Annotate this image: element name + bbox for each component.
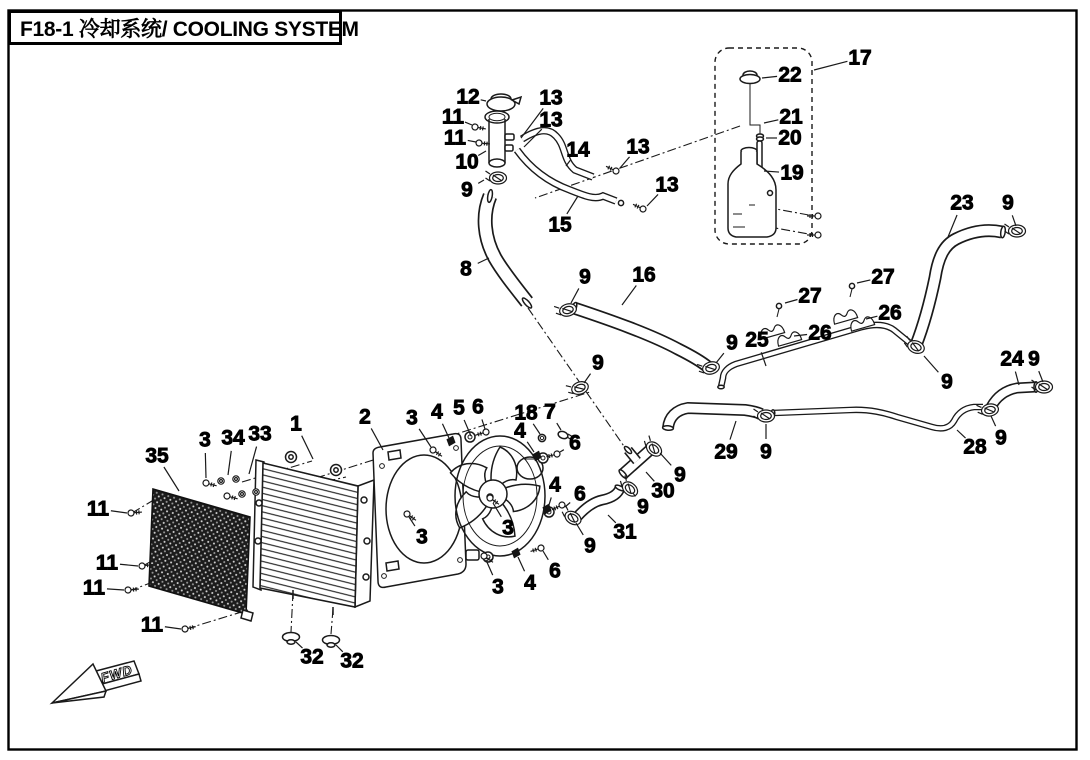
callout-9: 9 [995, 426, 1007, 450]
callout-34: 34 [221, 426, 245, 450]
callout-24: 24 [1000, 347, 1024, 371]
fan-connector [466, 550, 479, 560]
callout-18: 18 [514, 401, 538, 425]
callout-9: 9 [461, 178, 473, 202]
callout-9: 9 [674, 463, 686, 487]
callout-13: 13 [655, 173, 679, 197]
callout-4: 4 [549, 473, 561, 497]
callout-9: 9 [584, 534, 596, 558]
callout-4: 4 [514, 419, 526, 443]
callout-11: 11 [443, 126, 467, 150]
callout-11: 11 [140, 613, 164, 637]
callout-29: 29 [714, 440, 738, 464]
callout-3: 3 [406, 406, 418, 430]
callout-20: 20 [778, 126, 802, 150]
callout-4: 4 [524, 571, 536, 595]
callout-13: 13 [539, 86, 563, 110]
callout-9: 9 [941, 370, 953, 394]
callout-3: 3 [199, 428, 211, 452]
title-box [8, 10, 359, 45]
callout-33: 33 [248, 422, 272, 446]
fwd-label: FWD [99, 661, 135, 686]
callout-7: 7 [544, 400, 556, 424]
callout-9: 9 [726, 331, 738, 355]
callout-32: 32 [300, 645, 324, 669]
callout-3: 3 [416, 525, 428, 549]
callout-32: 32 [340, 649, 364, 673]
callout-35: 35 [145, 444, 169, 468]
callout-8: 8 [460, 257, 472, 281]
callout-1: 1 [290, 412, 302, 436]
callout-21: 21 [779, 105, 803, 129]
callout-27: 27 [871, 265, 895, 289]
callout-9: 9 [760, 440, 772, 464]
callout-12: 12 [456, 85, 480, 109]
callout-3: 3 [492, 575, 504, 599]
washer-34 [239, 491, 245, 497]
callout-9: 9 [637, 495, 649, 519]
callout-10: 10 [455, 150, 479, 174]
callout-11: 11 [441, 105, 465, 129]
callout-6: 6 [549, 559, 561, 583]
callout-9: 9 [1028, 347, 1040, 371]
callout-11: 11 [82, 576, 106, 600]
page-title: F18-1 冷却系统/ COOLING SYSTEM [20, 17, 359, 41]
callout-9: 9 [579, 265, 591, 289]
callout-25: 25 [745, 328, 769, 352]
callout-6: 6 [574, 482, 586, 506]
callout-9: 9 [1002, 191, 1014, 215]
washer-33 [253, 489, 259, 495]
callout-11: 11 [95, 551, 119, 575]
callout-19: 19 [780, 161, 804, 185]
callout-13: 13 [539, 108, 563, 132]
callout-16: 16 [632, 263, 656, 287]
callout-28: 28 [963, 435, 987, 459]
callout-26: 26 [878, 301, 902, 325]
callout-22: 22 [778, 63, 802, 87]
callout-5: 5 [453, 396, 465, 420]
callout-26: 26 [808, 321, 832, 345]
callout-27: 27 [798, 284, 822, 308]
callout-3: 3 [502, 516, 514, 540]
callout-2: 2 [359, 405, 371, 429]
callout-15: 15 [548, 213, 572, 237]
callout-4: 4 [431, 400, 443, 424]
callout-6: 6 [569, 431, 581, 455]
fan-shroud [373, 434, 466, 588]
leader-line-3 [205, 453, 206, 478]
callout-11: 11 [86, 497, 110, 521]
callout-23: 23 [950, 191, 974, 215]
washer-34 [218, 478, 224, 484]
callout-31: 31 [613, 520, 637, 544]
callout-30: 30 [651, 479, 675, 503]
callout-17: 17 [848, 46, 872, 70]
callout-9: 9 [592, 351, 604, 375]
callout-13: 13 [626, 135, 650, 159]
nut-18 [538, 434, 545, 441]
callout-14: 14 [566, 138, 590, 162]
washer-33 [233, 476, 239, 482]
callout-6: 6 [472, 395, 484, 419]
